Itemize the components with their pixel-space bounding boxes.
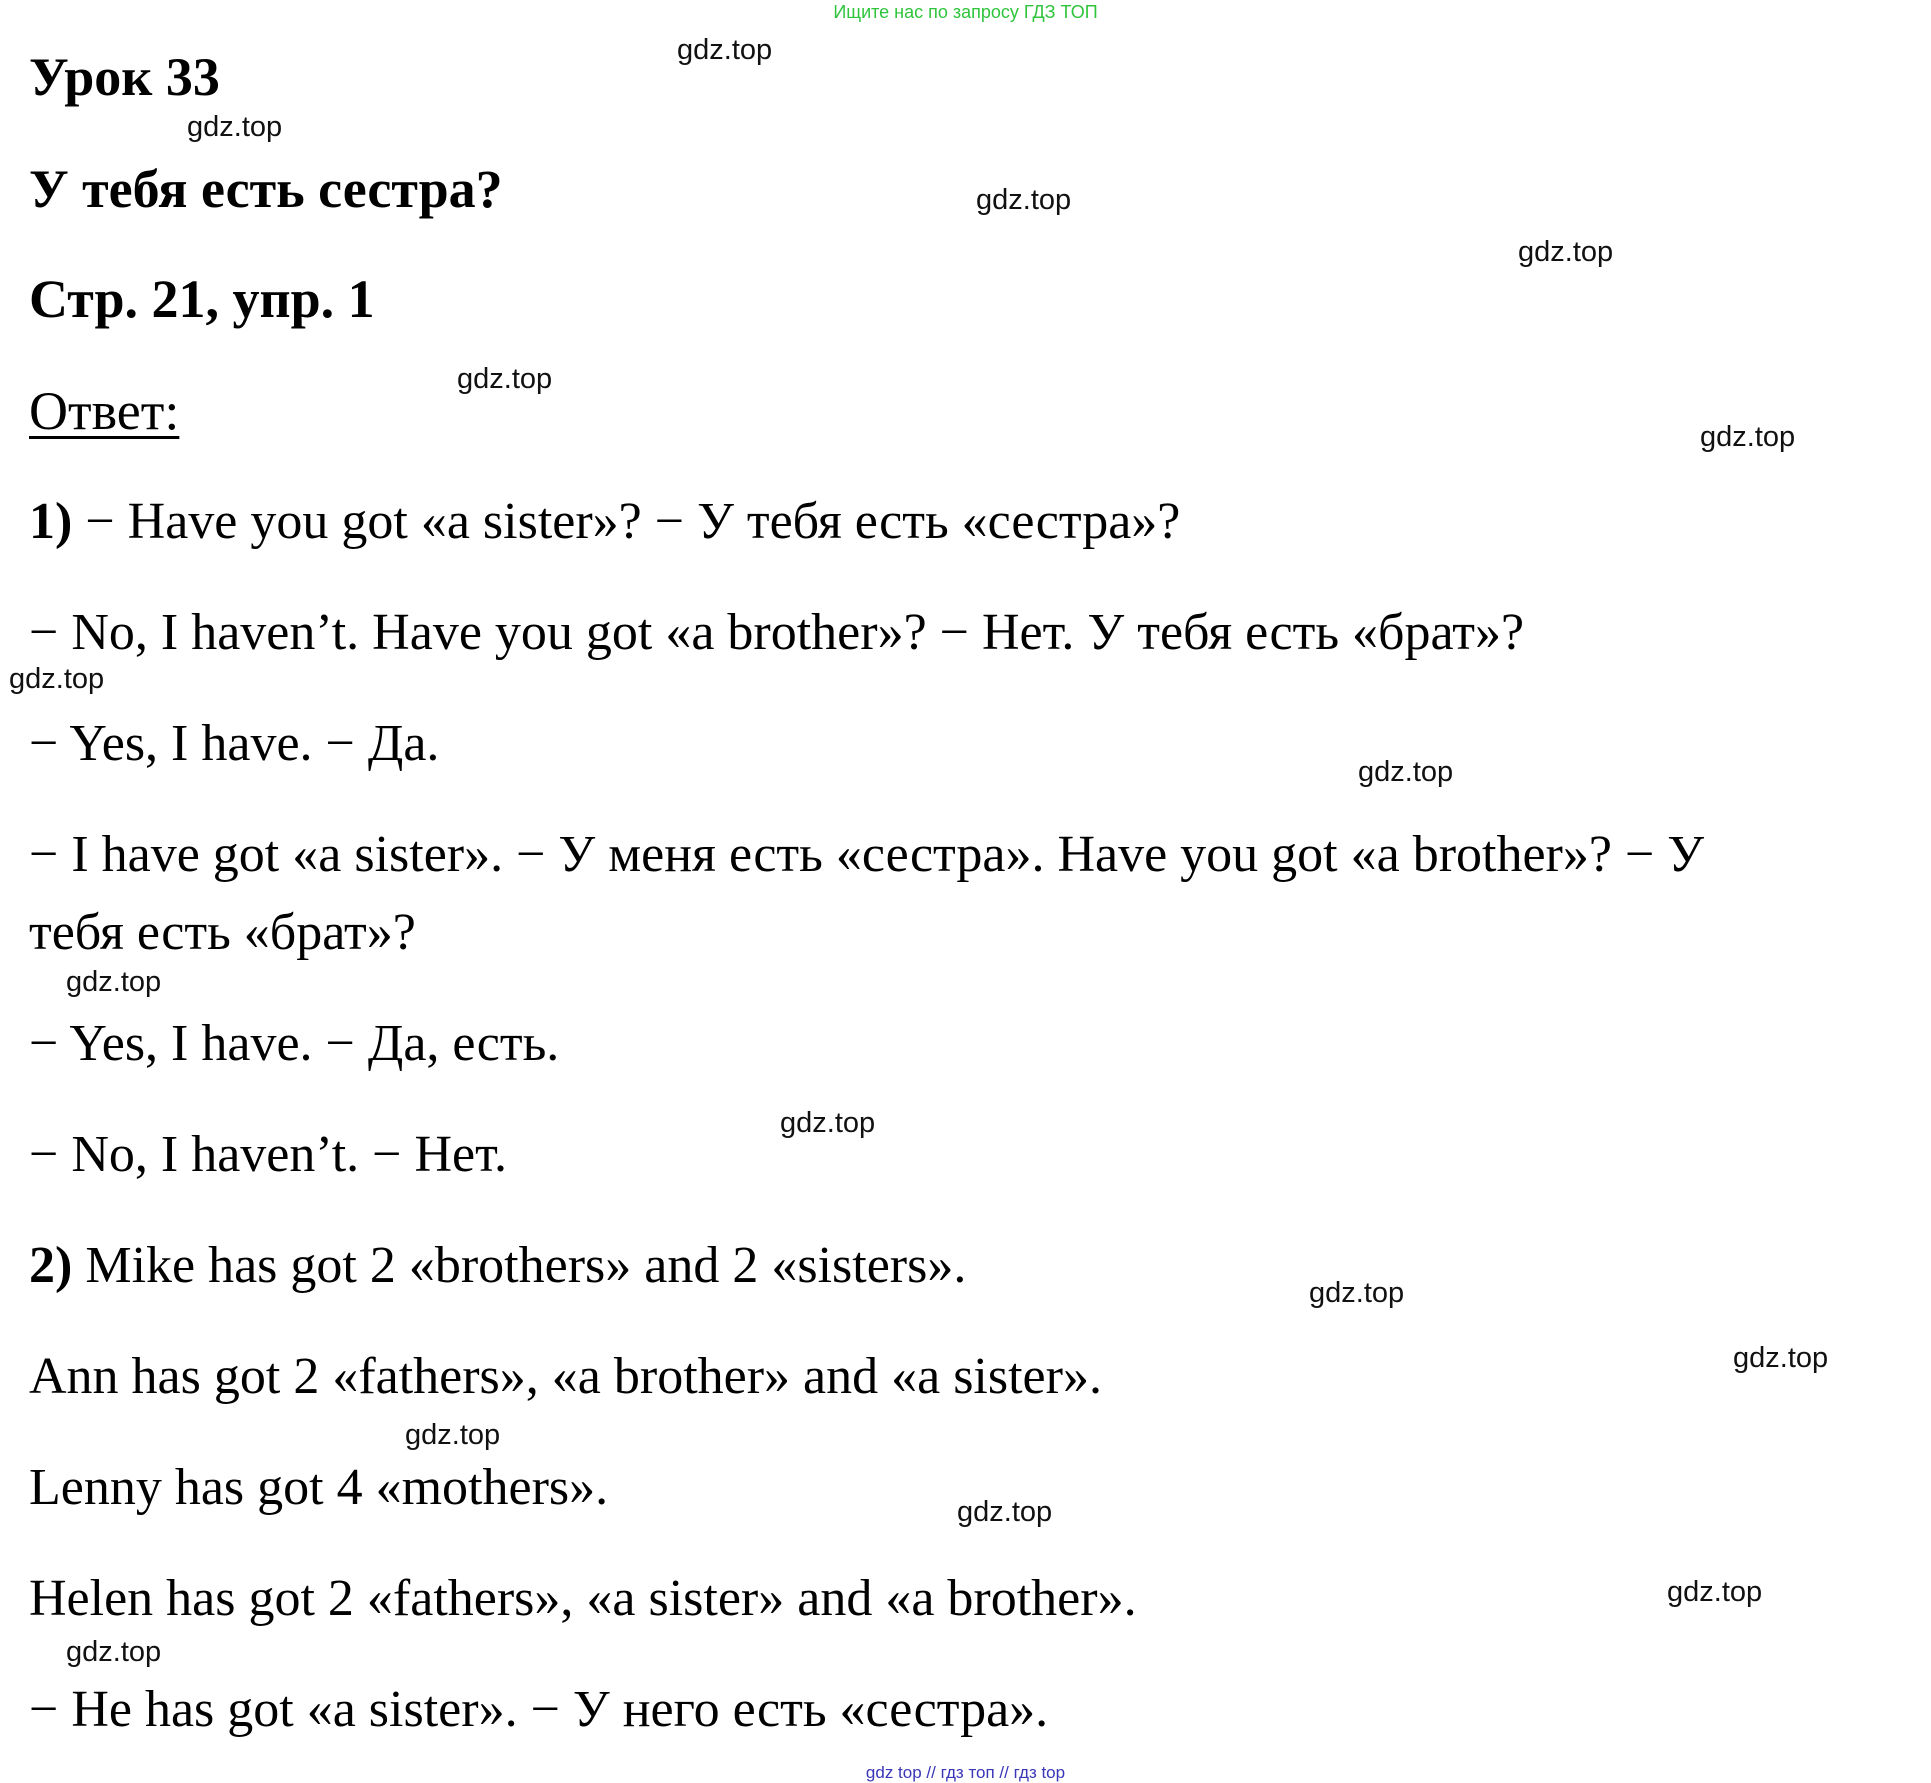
watermark: gdz.top: [66, 966, 162, 998]
part2-number: 2): [29, 1237, 73, 1294]
part2-line-2: Ann has got 2 «fathers», «a brother» and «a sister».: [29, 1348, 1102, 1405]
watermark: gdz.top: [1667, 1576, 1763, 1608]
part1-line-4: − I have got «a sister». − У меня есть «сестра». Have you got «a brother»? − У: [29, 826, 1705, 883]
part2-line-1-text: Mike has got 2 «brothers» and 2 «sisters».: [85, 1237, 967, 1294]
part2-line-1: [29, 1236, 966, 1295]
exercise-reference: Стр. 21, упр. 1: [29, 269, 375, 329]
watermark: gdz.top: [1518, 236, 1614, 268]
top-banner: Ищите нас по запросу ГДЗ ТОП: [833, 2, 1098, 22]
watermark: gdz.top: [66, 1636, 162, 1668]
watermark: gdz.top: [187, 111, 283, 143]
part1-line-1: [29, 492, 1180, 551]
watermark: gdz.top: [1733, 1342, 1829, 1374]
watermark: gdz.top: [1700, 421, 1796, 453]
part2-line-3: Lenny has got 4 «mothers».: [29, 1459, 609, 1516]
watermark: gdz.top: [677, 34, 773, 66]
part1-line-3: − Yes, I have. − Да.: [29, 715, 440, 772]
watermark: gdz.top: [405, 1419, 501, 1451]
part2-line-4: Helen has got 2 «fathers», «a sister» and «a brother».: [29, 1570, 1137, 1627]
watermark: gdz.top: [1309, 1277, 1405, 1309]
lesson-subtitle: У тебя есть сестра?: [29, 159, 503, 219]
lesson-title: Урок 33: [29, 47, 220, 107]
part1-number: 1): [29, 493, 73, 550]
part1-line-5: тебя есть «брат»?: [29, 904, 416, 961]
watermark: gdz.top: [976, 184, 1072, 216]
watermark: gdz.top: [1358, 756, 1454, 788]
watermark: gdz.top: [957, 1496, 1053, 1528]
watermark: gdz.top: [9, 663, 105, 695]
watermark: gdz.top: [457, 363, 553, 395]
watermark: gdz.top: [780, 1107, 876, 1139]
part1-line-6: − Yes, I have. − Да, есть.: [29, 1015, 560, 1072]
part1-line-1-text: − Have you got «a sister»? − У тебя есть «сестра»?: [85, 493, 1181, 550]
part1-line-2: − No, I haven’t. Have you got «a brother»? − Нет. У тебя есть «брат»?: [29, 604, 1525, 661]
footer-watermark: gdz top // гдз топ // гдз top: [865, 1763, 1066, 1782]
answer-label: Ответ:: [29, 381, 180, 441]
part2-line-5: − He has got «a sister». − У него есть «сестра».: [29, 1681, 1049, 1738]
part1-line-7: − No, I haven’t. − Нет.: [29, 1126, 507, 1183]
